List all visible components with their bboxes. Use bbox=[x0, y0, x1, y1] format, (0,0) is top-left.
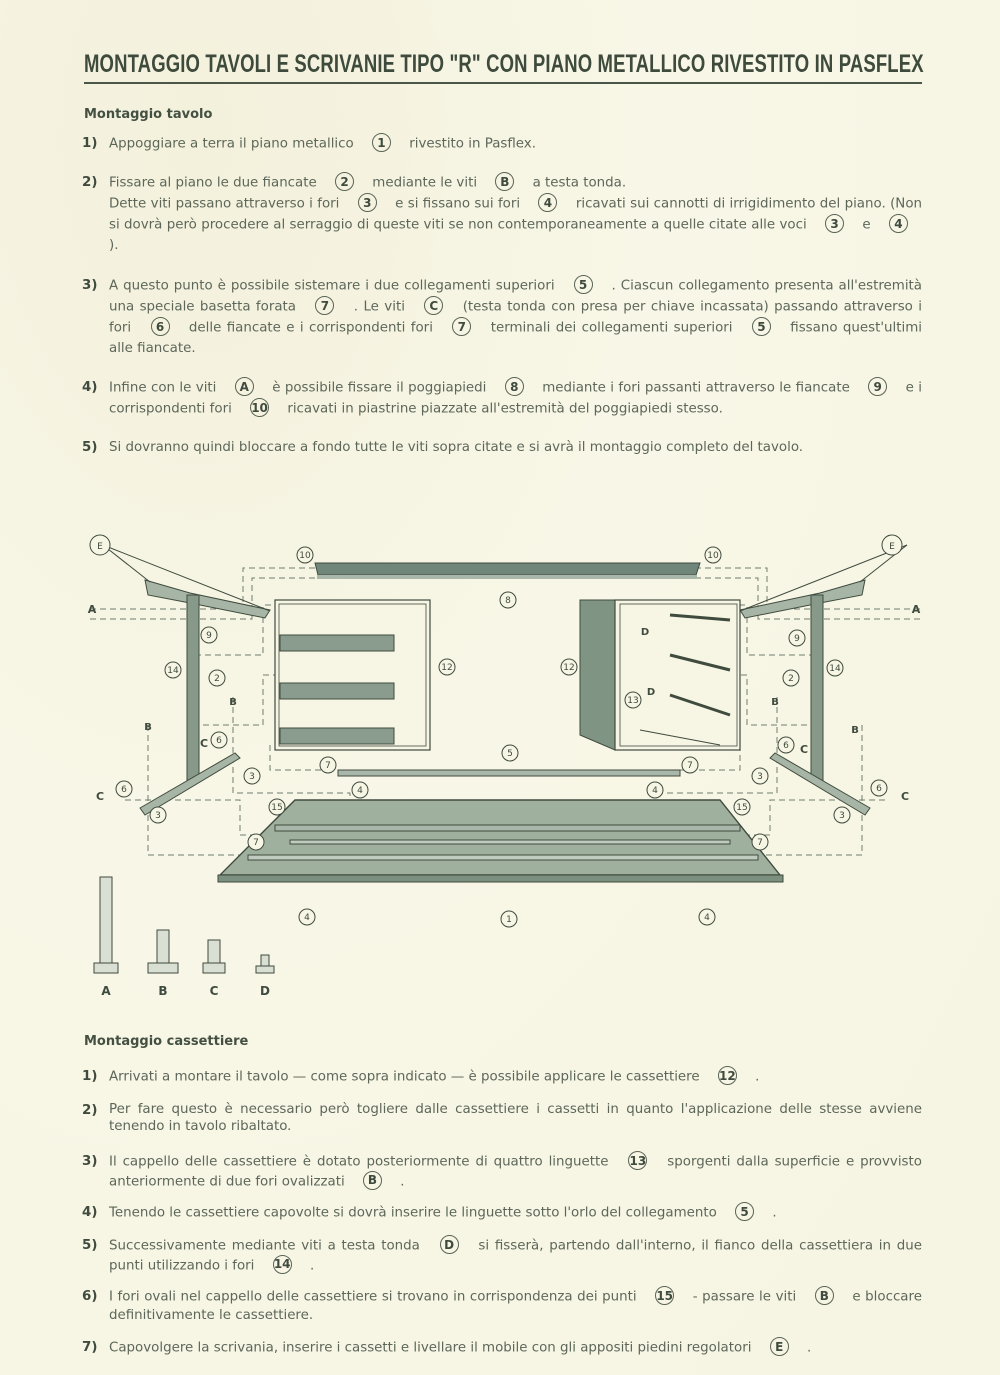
callout-badge: B bbox=[363, 1171, 382, 1190]
callout-badge: 5 bbox=[735, 1202, 754, 1221]
tavolo-step-4 bbox=[82, 378, 922, 420]
step-text: ). bbox=[109, 238, 119, 253]
step-text: e si fissano sui fori bbox=[395, 196, 521, 212]
svg-text:14: 14 bbox=[167, 666, 179, 676]
callout-badge: 14 bbox=[273, 1255, 292, 1274]
svg-text:3: 3 bbox=[249, 772, 255, 782]
step-text: è possibile fissare il poggiapiedi bbox=[272, 380, 487, 396]
step-text: . Ciascun collegamento presenta all'estremità una speciale basetta forata bbox=[109, 278, 922, 315]
svg-text:2: 2 bbox=[214, 674, 220, 684]
svg-text:E: E bbox=[97, 542, 103, 552]
cassettiere-step-7 bbox=[82, 1338, 922, 1359]
step-text: ricavati sui cannotti di irrigidimento del piano. (Non si dovrà però procedere al serraggio di queste viti se non contemporaneamente a quelle citate alle voci bbox=[109, 196, 922, 233]
title-underline bbox=[84, 82, 922, 84]
tavolo-step-3 bbox=[82, 276, 922, 360]
step-number: 4) bbox=[82, 380, 98, 395]
step-text: e bbox=[862, 217, 871, 233]
cassettiere-step-1 bbox=[82, 1067, 922, 1088]
screw-label-d: D bbox=[260, 984, 270, 998]
callout-badge: 8 bbox=[505, 377, 524, 396]
svg-text:9: 9 bbox=[206, 631, 212, 641]
tavolo-step-1 bbox=[82, 134, 922, 155]
callout-badge: C bbox=[424, 296, 443, 315]
footrest-bar bbox=[315, 563, 700, 579]
svg-text:12: 12 bbox=[441, 663, 453, 673]
step-number: 1) bbox=[82, 1069, 98, 1084]
callout-badge: B bbox=[495, 172, 514, 191]
step-text: . bbox=[772, 1205, 777, 1221]
svg-text:E: E bbox=[889, 542, 895, 552]
callout-badge: 4 bbox=[889, 214, 908, 233]
step-text: Successivamente mediante viti a testa tonda bbox=[109, 1238, 420, 1254]
svg-text:4: 4 bbox=[652, 786, 658, 796]
svg-text:9: 9 bbox=[794, 634, 800, 644]
step-text: Per fare questo è necessario però togliere dalle cassettiere i cassetti in quanto l'applicazione delle stesse avviene tenendo in tavolo ribaltato. bbox=[109, 1102, 922, 1134]
step-text: Il cappello delle cassettiere è dotato posteriormente di quattro linguette bbox=[109, 1154, 609, 1170]
callout-badge: B bbox=[815, 1286, 834, 1305]
svg-text:C: C bbox=[199, 737, 209, 750]
step-text: . bbox=[309, 1258, 315, 1273]
section-heading-cassettiere: Montaggio cassettiere bbox=[84, 1034, 249, 1049]
step-text: Tenendo le cassettiere capovolte si dovrà inserire le linguette sotto l'orlo del collegamento bbox=[109, 1205, 717, 1221]
svg-text:6: 6 bbox=[121, 785, 127, 795]
callout-badge: 13 bbox=[628, 1151, 647, 1170]
callout-badge: 15 bbox=[655, 1286, 674, 1305]
step-text: . bbox=[755, 1069, 760, 1085]
step-text: Dette viti passano attraverso i fori bbox=[109, 196, 340, 212]
step-text: mediante i fori passanti attraverso le fiancate bbox=[542, 380, 850, 396]
svg-text:7: 7 bbox=[687, 761, 693, 771]
svg-text:8: 8 bbox=[505, 596, 511, 606]
step-text: si fisserà, partendo dall'interno, il fianco della cassettiera in due punti utilizzando i fori bbox=[109, 1238, 922, 1273]
svg-text:D: D bbox=[640, 627, 650, 638]
svg-text:3: 3 bbox=[155, 811, 161, 821]
svg-text:A: A bbox=[87, 603, 97, 616]
step-text: mediante le viti bbox=[372, 175, 478, 191]
svg-text:6: 6 bbox=[876, 784, 882, 794]
callout-badge: 5 bbox=[574, 275, 593, 294]
svg-text:10: 10 bbox=[707, 551, 719, 561]
cassettiere-step-5 bbox=[82, 1236, 922, 1275]
step-number: 4) bbox=[82, 1205, 98, 1220]
svg-text:7: 7 bbox=[757, 838, 763, 848]
svg-text:C: C bbox=[799, 743, 809, 756]
screw-label-a: A bbox=[101, 984, 111, 998]
callout-badge: 9 bbox=[868, 377, 887, 396]
callout-badge: D bbox=[440, 1235, 459, 1254]
svg-text:10: 10 bbox=[299, 551, 311, 561]
step-text: Appoggiare a terra il piano metallico bbox=[109, 136, 354, 152]
svg-text:B: B bbox=[229, 697, 237, 708]
svg-text:3: 3 bbox=[839, 811, 845, 821]
svg-text:6: 6 bbox=[783, 741, 789, 751]
svg-text:C: C bbox=[900, 790, 910, 803]
svg-text:D: D bbox=[646, 687, 656, 698]
svg-text:5: 5 bbox=[507, 749, 513, 759]
step-number: 5) bbox=[82, 440, 98, 455]
step-text: sporgenti dalla superficie e provvisto anteriormente di due fori ovalizzati bbox=[109, 1154, 922, 1189]
table-top bbox=[218, 800, 783, 882]
section-heading-tavolo: Montaggio tavolo bbox=[84, 107, 213, 122]
callout-badge: 4 bbox=[538, 193, 557, 212]
step-number: 3) bbox=[82, 278, 98, 293]
step-text: e bloccare definitivamente le cassettiere. bbox=[109, 1289, 922, 1323]
cassettiere-step-6 bbox=[82, 1287, 922, 1325]
document-title: MONTAGGIO TAVOLI E SCRIVANIE TIPO "R" CON PIANO METALLICO RIVESTITO IN PASFLEX bbox=[84, 50, 924, 78]
step-text: Arrivati a montare il tavolo — come sopra indicato — è possibile applicare le cassettiere bbox=[109, 1069, 700, 1085]
callout-badge: 3 bbox=[825, 214, 844, 233]
step-text: fissano quest'ultimi alle fiancate. bbox=[109, 320, 922, 356]
screw-legend bbox=[90, 875, 290, 1005]
screw-label-b: B bbox=[158, 984, 168, 998]
step-number: 2) bbox=[82, 175, 98, 190]
svg-text:14: 14 bbox=[829, 664, 841, 674]
svg-text:C: C bbox=[95, 790, 105, 803]
step-text: a testa tonda. bbox=[532, 175, 627, 191]
svg-text:6: 6 bbox=[216, 736, 222, 746]
step-number: 3) bbox=[82, 1154, 98, 1169]
tavolo-step-5 bbox=[82, 438, 922, 459]
step-text: Fissare al piano le due fiancate bbox=[109, 175, 317, 191]
svg-text:15: 15 bbox=[736, 803, 748, 813]
callout-badge: 5 bbox=[752, 317, 771, 336]
callout-badge: 2 bbox=[335, 172, 354, 191]
svg-text:4: 4 bbox=[357, 786, 363, 796]
svg-text:1: 1 bbox=[506, 915, 512, 925]
step-text: - passare le viti bbox=[692, 1289, 797, 1305]
callout-badge: 1 bbox=[372, 133, 391, 152]
svg-text:7: 7 bbox=[325, 761, 331, 771]
step-number: 6) bbox=[82, 1289, 98, 1304]
callout-badge: E bbox=[770, 1337, 789, 1356]
step-text: (testa tonda con presa per chiave incassata) passando attraverso i fori bbox=[109, 299, 922, 336]
step-text: delle fiancate e i corrispondenti fori bbox=[188, 320, 433, 336]
step-text: . bbox=[806, 1340, 812, 1356]
step-text: rivestito in Pasflex. bbox=[409, 136, 536, 152]
svg-text:7: 7 bbox=[253, 838, 259, 848]
step-text: . bbox=[400, 1174, 405, 1189]
callout-badge: A bbox=[235, 377, 254, 396]
svg-text:15: 15 bbox=[271, 803, 283, 813]
svg-text:B: B bbox=[851, 725, 859, 736]
svg-text:4: 4 bbox=[304, 913, 310, 923]
upper-link-bars bbox=[338, 770, 680, 776]
step-text: Infine con le viti bbox=[109, 380, 217, 396]
callout-badge: 6 bbox=[151, 317, 170, 336]
tavolo-step-2 bbox=[82, 173, 922, 257]
svg-text:3: 3 bbox=[757, 772, 763, 782]
step-text: ricavati in piastrine piazzate all'estremità del poggiapiedi stesso. bbox=[287, 401, 723, 417]
step-text: Si dovranno quindi bloccare a fondo tutte le viti sopra citate e si avrà il montaggio completo del tavolo. bbox=[109, 440, 804, 455]
left-drawer-unit bbox=[275, 600, 430, 750]
svg-text:B: B bbox=[771, 697, 779, 708]
step-number: 2) bbox=[82, 1103, 98, 1118]
cassettiere-step-3 bbox=[82, 1152, 922, 1191]
svg-text:A: A bbox=[911, 603, 921, 616]
callout-badge: 12 bbox=[718, 1066, 737, 1085]
right-drawer-unit bbox=[580, 600, 740, 750]
svg-text:2: 2 bbox=[788, 674, 794, 684]
step-number: 5) bbox=[82, 1238, 98, 1253]
svg-text:12: 12 bbox=[563, 663, 575, 673]
svg-text:4: 4 bbox=[704, 913, 710, 923]
svg-text:B: B bbox=[144, 722, 152, 733]
step-number: 1) bbox=[82, 136, 98, 151]
callout-badge: 3 bbox=[358, 193, 377, 212]
callout-badge: 7 bbox=[452, 317, 471, 336]
step-number: 7) bbox=[82, 1340, 98, 1355]
step-text: terminali dei collegamenti superiori bbox=[490, 320, 733, 336]
step-text: e i corrispondenti fori bbox=[109, 380, 922, 417]
callout-badge: 7 bbox=[315, 296, 334, 315]
cassettiere-step-2 bbox=[82, 1101, 922, 1135]
svg-text:13: 13 bbox=[627, 696, 639, 706]
step-text: I fori ovali nel cappello delle cassettiere si trovano in corrispondenza dei punti bbox=[109, 1289, 637, 1305]
callout-badge: 10 bbox=[250, 398, 269, 417]
cassettiere-step-4 bbox=[82, 1203, 922, 1224]
step-text: A questo punto è possibile sistemare i due collegamenti superiori bbox=[109, 278, 555, 294]
step-text: Capovolgere la scrivania, inserire i cassetti e livellare il mobile con gli appositi piedini regolatori bbox=[109, 1340, 752, 1356]
screw-label-c: C bbox=[209, 984, 219, 998]
step-text: . Le viti bbox=[353, 299, 405, 315]
